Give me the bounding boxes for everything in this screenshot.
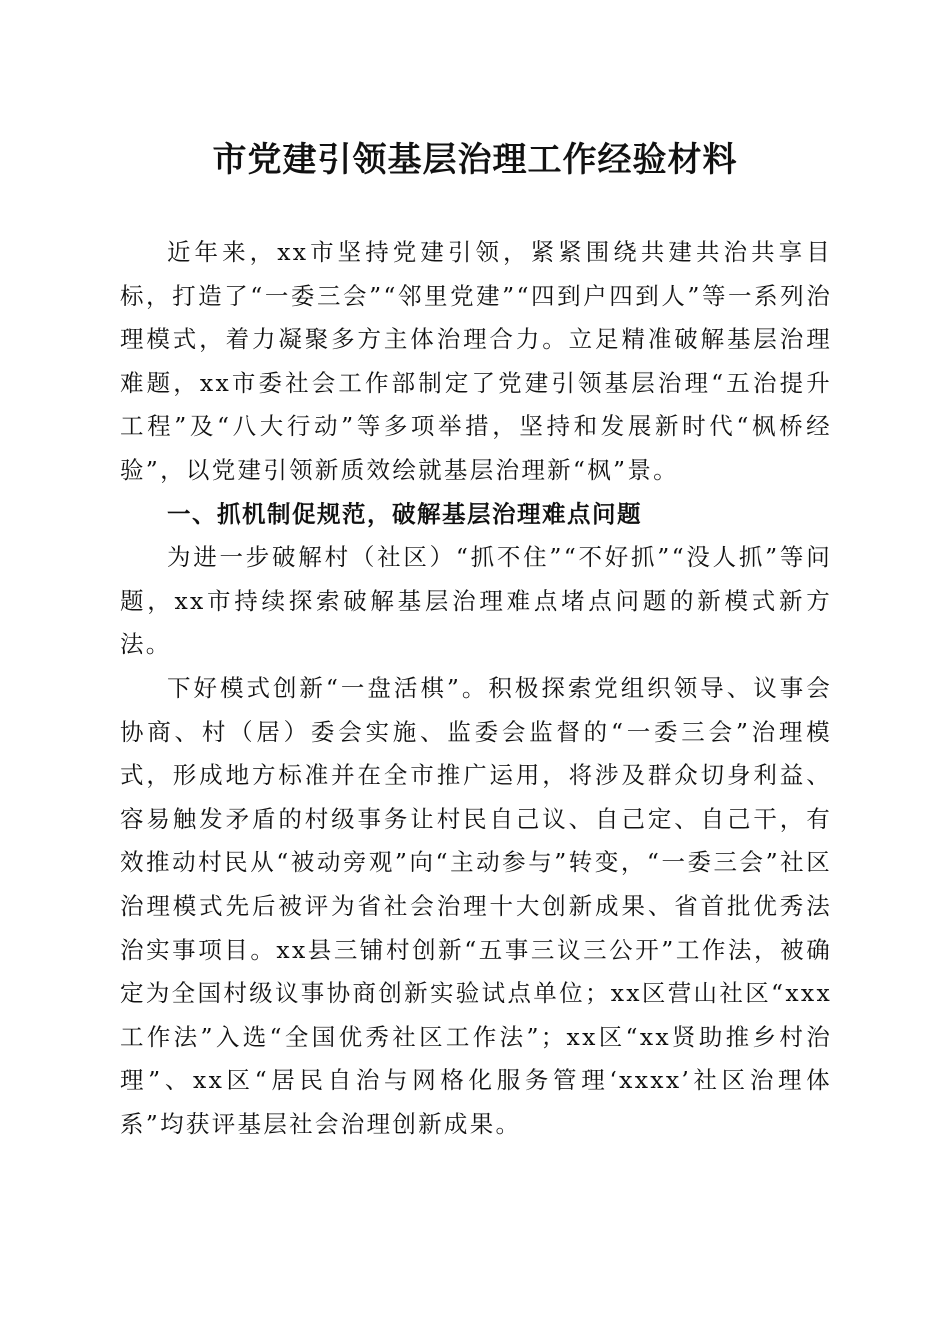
section-1-paragraph-2: 下好模式创新“一盘活棋”。积极探索党组织领导、议事会协商、村（居）委会实施、监委会监督的“一委三会”治理模式，形成地方标准并在全市推广运用，将涉及群众切身利益、容易触发矛盾的村级事务让村民自己议、自己定、自己干，有效推动村民从“被动旁观”向“主动参与”转变，“一委三会”社区治理模式先后被评为省社会治理十大创新成果、省首批优秀法治实事项目。xx县三铺村创新“五事三议三公开”工作法，被确定为全国村级议事协商创新实验试点单位；xx区营山社区“xxx工作法”入选“全国优秀社区工作法”；xx区“xx贤助推乡村治理”、xx区“居民自治与网格化服务管理‘xxxx’社区治理体系”均获评基层社会治理创新成果。 [120,673,832,1138]
intro-paragraph: 近年来，xx市坚持党建引领，紧紧围绕共建共治共享目标，打造了“一委三会”“邻里党建”“四到户四到人”等一系列治理模式，着力凝聚多方主体治理合力。立足精准破解基层治理难题，xx市委社会工作部制定了党建引领基层治理“五治提升工程”及“八大行动”等多项举措，坚持和发展新时代“枫桥经验”，以党建引领新质效绘就基层治理新“枫”景。 [120,238,832,484]
section-1-paragraph-1: 为进一步破解村（社区）“抓不住”“不好抓”“没人抓”等问题，xx市持续探索破解基层治理难点堵点问题的新模式新方法。 [120,543,832,659]
document-body [120,231,832,1146]
document-title: 市党建引领基层治理工作经验材料 [212,140,738,180]
section-heading-1: 一、抓机制促规范，破解基层治理难点问题 [167,499,642,528]
